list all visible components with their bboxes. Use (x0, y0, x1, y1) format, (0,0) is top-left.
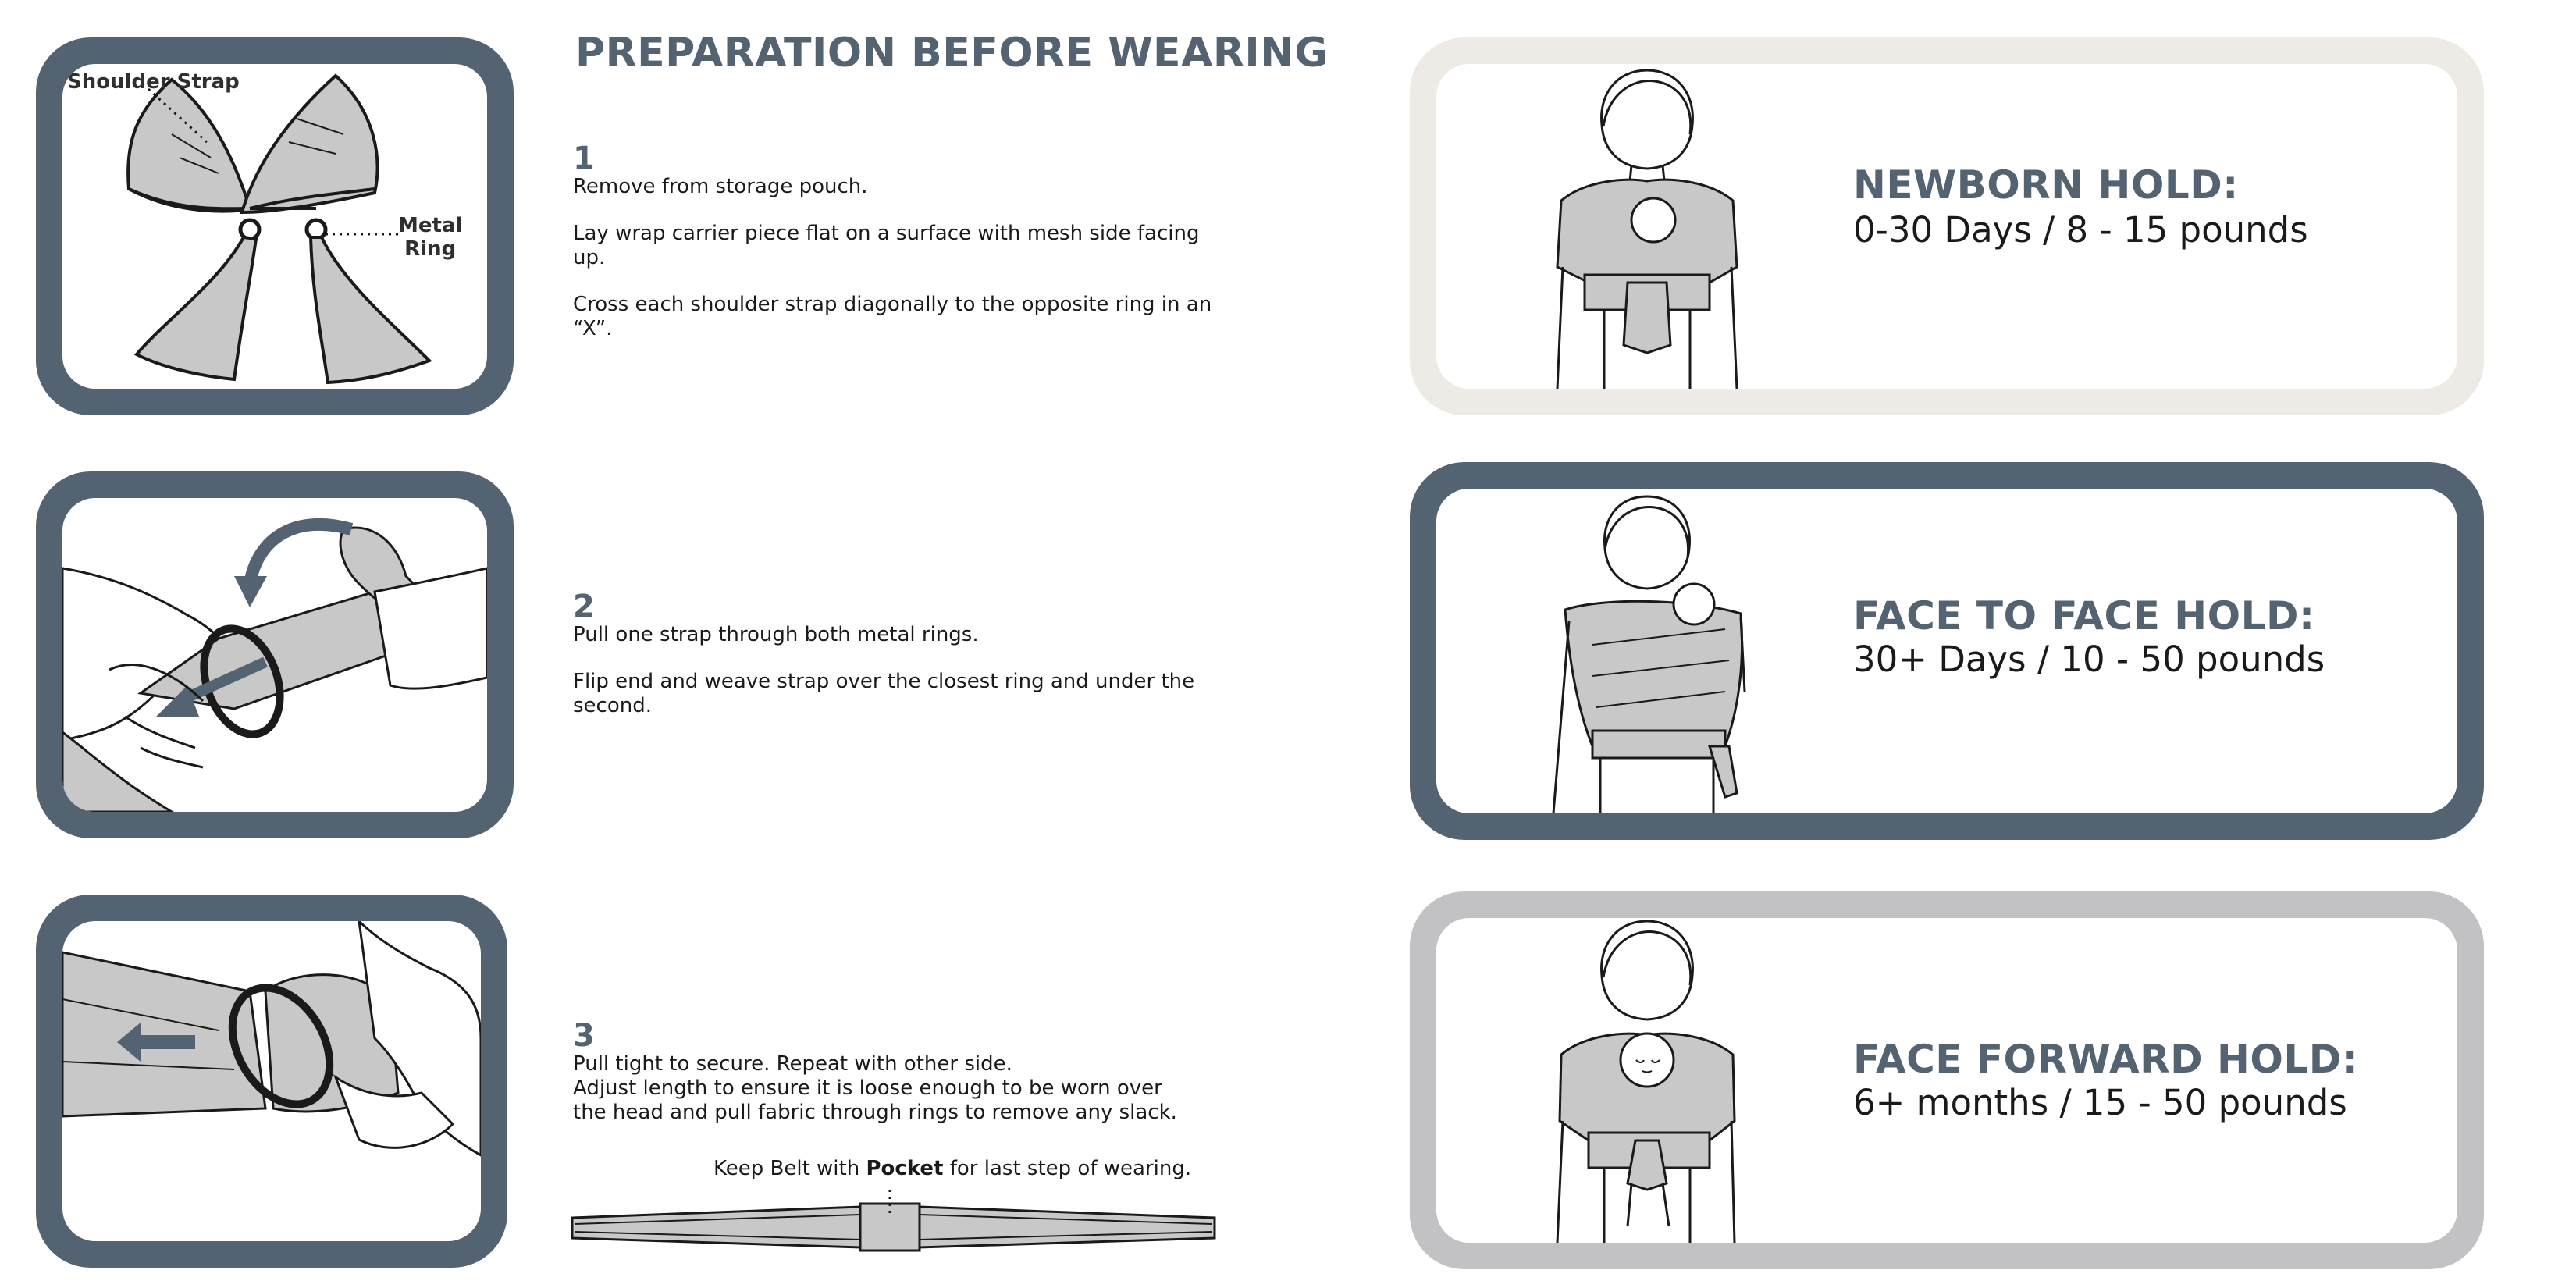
face-to-face-hold-card (1410, 462, 2484, 840)
face-to-face-hold-figure (1530, 489, 1764, 813)
page-title: PREPARATION BEFORE WEARING (575, 30, 1329, 76)
step-number: 1 (573, 141, 595, 176)
step1-illustration-frame (36, 37, 514, 415)
step-number: 2 (573, 589, 595, 624)
step2-illustration-frame (36, 471, 514, 838)
face-to-face-hold-range: 30+ Days / 10 - 50 pounds (1853, 639, 2325, 680)
newborn-hold-title: NEWBORN HOLD: (1853, 162, 2239, 208)
step-3 (573, 1018, 1236, 1125)
belt-note-prefix: Keep Belt with (713, 1157, 866, 1180)
step-number: 3 (573, 1018, 595, 1054)
arrow-curved-icon (250, 525, 351, 584)
newborn-hold-figure (1530, 64, 1764, 389)
hands-through-rings-illustration (62, 498, 487, 812)
shoulder-strap-label: Shoulder Strap (67, 70, 240, 94)
face-forward-hold-figure (1530, 918, 1764, 1243)
belt-note (713, 1157, 1191, 1181)
step-1-line-2: Lay wrap carrier piece flat on a surface with mesh side facing up. (573, 222, 1200, 269)
step-1-line-3: Cross each shoulder strap diagonally to the opposite ring in an “X”. (573, 293, 1212, 340)
metal-ring-label-line1: Metal (398, 214, 463, 237)
face-forward-hold-title: FACE FORWARD HOLD: (1853, 1037, 2358, 1082)
step-2 (573, 589, 1236, 718)
face-to-face-hold-title: FACE TO FACE HOLD: (1853, 593, 2315, 639)
metal-ring-label-line2: Ring (404, 237, 457, 261)
face-forward-hold-card (1410, 891, 2484, 1269)
step-2-line-1: Pull one strap through both metal rings. (573, 623, 979, 646)
belt-illustration (570, 1190, 1218, 1252)
newborn-hold-card (1410, 37, 2484, 415)
step-3-line-2: Adjust length to ensure it is loose enough to be worn over the head and pull fabric through rings to remove any slack. (573, 1076, 1177, 1124)
step-3-line-1: Pull tight to secure. Repeat with other side. (573, 1052, 1012, 1076)
metal-ring-label (398, 214, 462, 261)
belt-note-suffix: for last step of wearing. (943, 1157, 1192, 1180)
step-1 (573, 141, 1236, 341)
newborn-hold-range: 0-30 Days / 8 - 15 pounds (1853, 209, 2308, 251)
step3-illustration-frame (36, 895, 507, 1268)
belt-note-bold: Pocket (866, 1157, 944, 1180)
pull-tight-illustration (62, 921, 481, 1241)
step-1-line-1: Remove from storage pouch. (573, 175, 868, 198)
step-2-line-2: Flip end and weave strap over the closest ring and under the second. (573, 670, 1195, 717)
face-forward-hold-range: 6+ months / 15 - 50 pounds (1853, 1082, 2347, 1123)
